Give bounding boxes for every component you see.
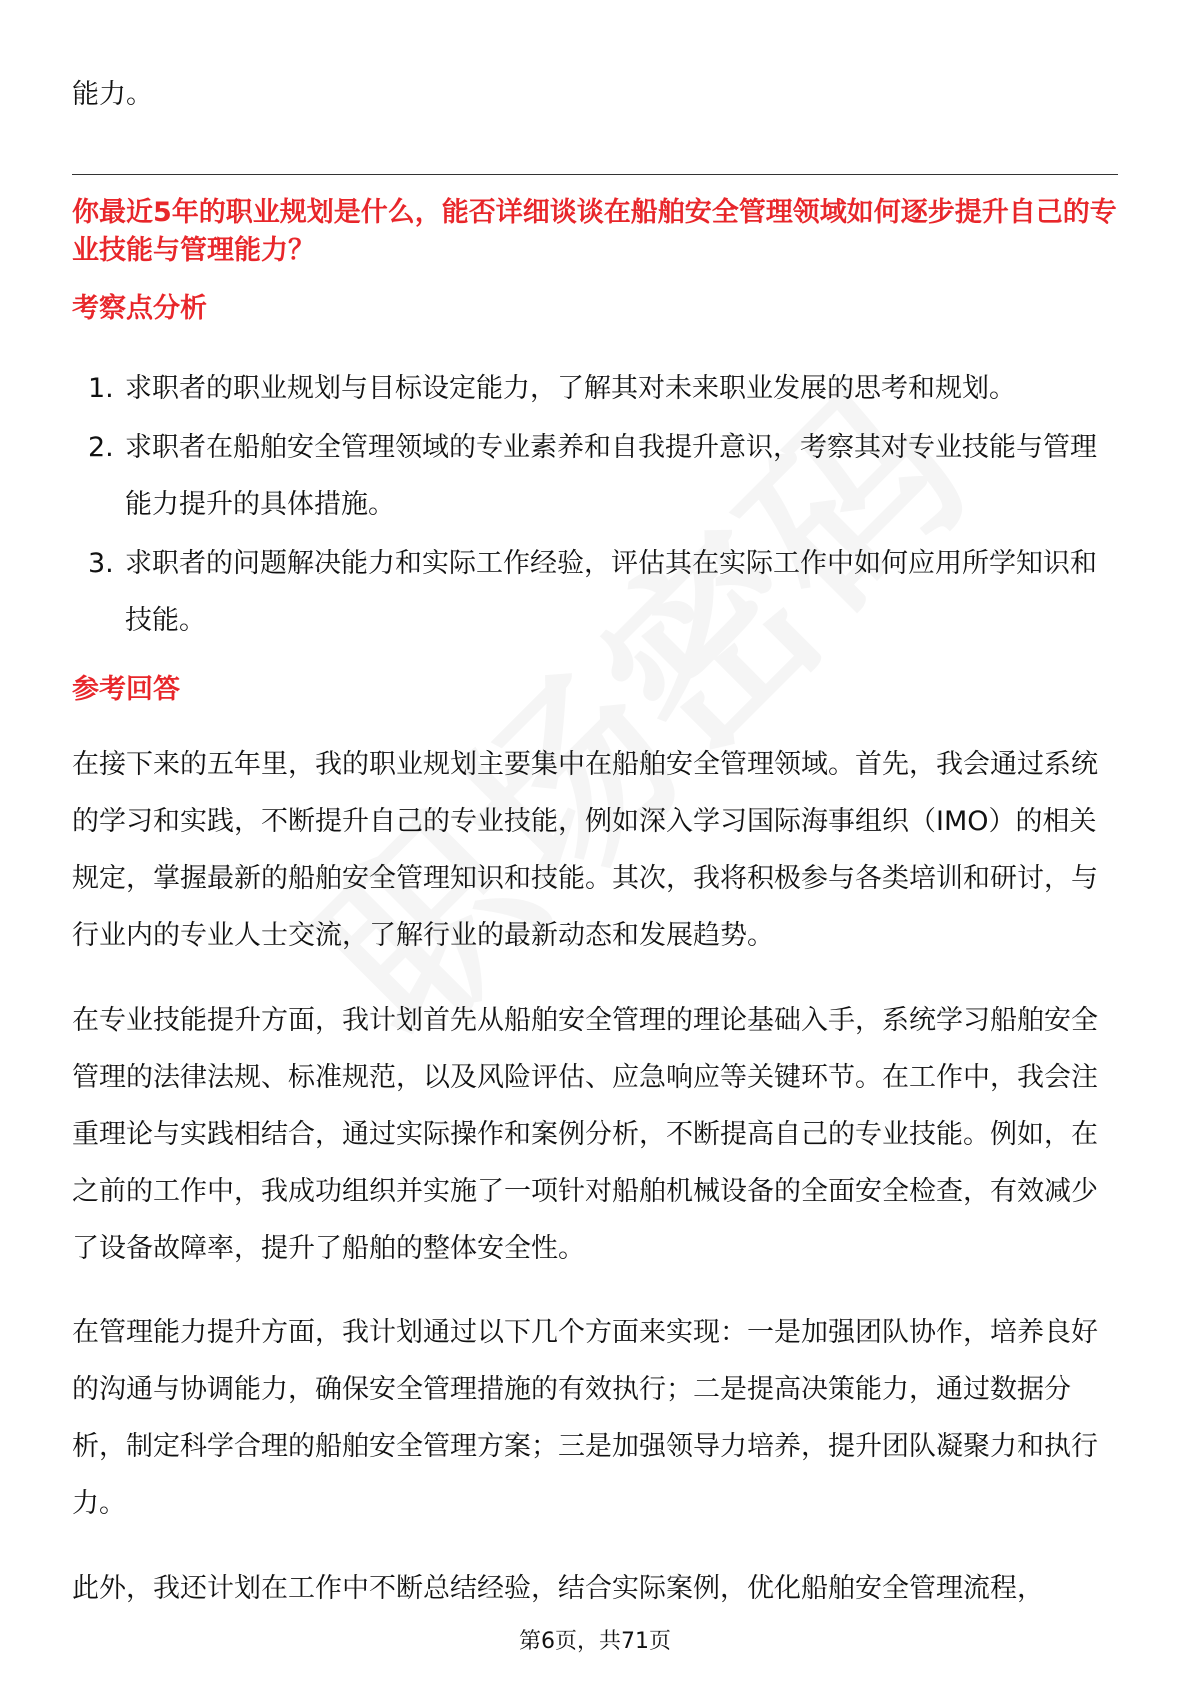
list-item-text: 求职者的问题解决能力和实际工作经验，评估其在实际工作中如何应用所学知识和技能。 xyxy=(125,548,1097,636)
answer-paragraph: 在专业技能提升方面，我计划首先从船舶安全管理的理论基础入手，系统学习船舶安全管理的法律法规、标准规范，以及风险评估、应急响应等关键环节。在工作中，我会注重理论与实践相结合，通过实际操作和案例分析，不断提高自己的专业技能。例如，在之前的工作中，我成功组织并实施了一项针对船舶机械设备的全面安全检查，有效减少了设备故障率，提升了船舶的整体安全性。 xyxy=(72,1005,1098,1264)
analysis-list xyxy=(72,360,1118,651)
answer-paragraph: 在管理能力提升方面，我计划通过以下几个方面来实现：一是加强团队协作，培养良好的沟通与协调能力，确保安全管理措施的有效执行；二是提高决策能力，通过数据分析，制定科学合理的船舶安全管理方案；三是加强领导力培养，提升团队凝聚力和执行力。 xyxy=(72,1317,1098,1519)
list-item-number: 2. xyxy=(88,432,114,463)
list-item-number: 3. xyxy=(88,548,114,579)
list-item xyxy=(72,360,1118,417)
carryover-text: 能力。 xyxy=(72,79,153,110)
list-item-text: 求职者的职业规划与目标设定能力，了解其对未来职业发展的思考和规划。 xyxy=(125,373,1016,404)
list-item xyxy=(72,535,1118,649)
answer-paragraph: 在接下来的五年里，我的职业规划主要集中在船舶安全管理领域。首先，我会通过系统的学习和实践，不断提升自己的专业技能，例如深入学习国际海事组织（IMO）的相关规定，掌握最新的船舶安全管理知识和技能。其次，我将积极参与各类培训和研讨，与行业内的专业人士交流，了解行业的最新动态和发展趋势。 xyxy=(72,749,1098,951)
question-title: 你最近5年的职业规划是什么，能否详细谈谈在船舶安全管理领域如何逐步提升自己的专业技能与管理能力？ xyxy=(72,197,1117,266)
list-item xyxy=(72,419,1118,533)
answer-heading: 参考回答 xyxy=(72,674,180,705)
analysis-heading: 考察点分析 xyxy=(72,293,207,324)
list-item-number: 1. xyxy=(88,373,114,404)
page-footer: 第6页，共71页 xyxy=(519,1629,671,1654)
section-divider xyxy=(72,174,1118,175)
list-item-text: 求职者在船舶安全管理领域的专业素养和自我提升意识，考察其对专业技能与管理能力提升的具体措施。 xyxy=(125,432,1097,520)
answer-paragraph: 此外，我还计划在工作中不断总结经验，结合实际案例，优化船舶安全管理流程， xyxy=(72,1573,1044,1604)
